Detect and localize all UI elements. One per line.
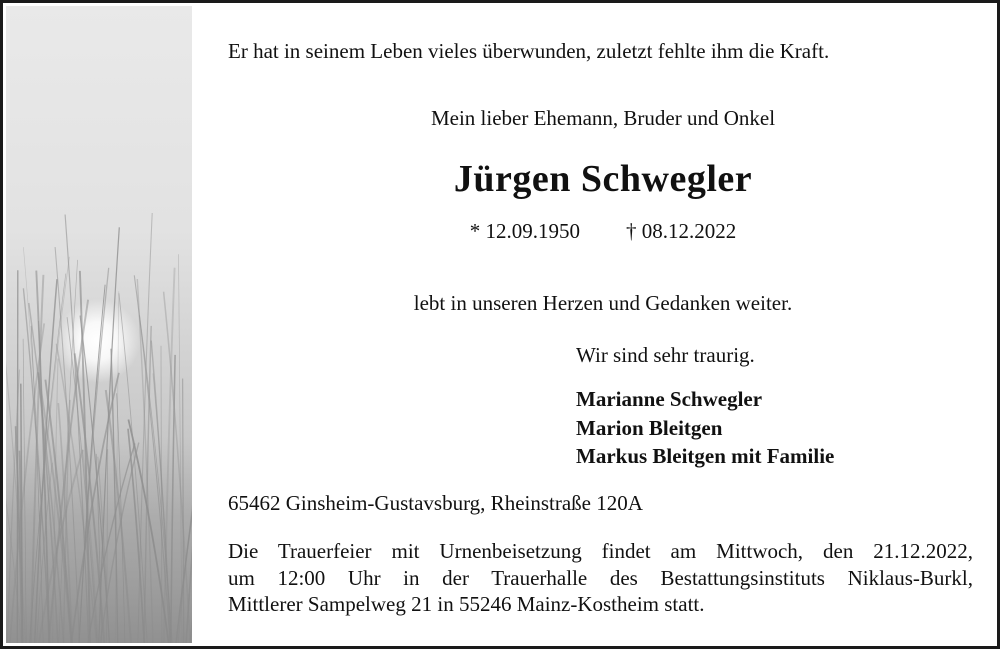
mourner-name: Marion Bleitgen [576, 415, 723, 440]
mourner-name: Marianne Schwegler [576, 387, 763, 411]
intro-quote: Er hat in seinem Leben vieles überwunden, zuletzt fehlte ihm die Kraft. [228, 39, 830, 63]
service-line: Mittlerer Sampelweg 21 in 55246 Mainz-Kostheim statt. [228, 592, 705, 616]
memorial-line: lebt in unseren Herzen und Gedanken weiter. [413, 291, 793, 315]
relation-line: Mein lieber Ehemann, Bruder und Onkel [430, 106, 776, 130]
death-date: † 08.12.2022 [626, 219, 737, 243]
mourners-list [576, 385, 834, 471]
grass-sunset-photo-icon [6, 6, 192, 643]
deceased-name: Jürgen Schwegler [453, 158, 753, 200]
grass-illustration [6, 6, 192, 643]
family-address: 65462 Ginsheim-Gustavsburg, Rheinstraße 120A [228, 491, 643, 515]
mourning-line: Wir sind sehr traurig. [576, 343, 755, 367]
service-line: um 12:00 Uhr in der Trauerhalle des Bestattungsinstituts Niklaus-Burkl, [228, 565, 973, 590]
life-dates [228, 219, 978, 244]
notice-content [228, 3, 978, 646]
service-details [228, 538, 973, 618]
birth-date: * 12.09.1950 [469, 219, 580, 243]
mourner-name: Markus Bleitgen mit Familie [576, 444, 835, 468]
sun-glow [56, 299, 140, 383]
service-line: Die Trauerfeier mit Urnenbeisetzung findet am Mittwoch, den 21.12.2022, [228, 539, 973, 563]
